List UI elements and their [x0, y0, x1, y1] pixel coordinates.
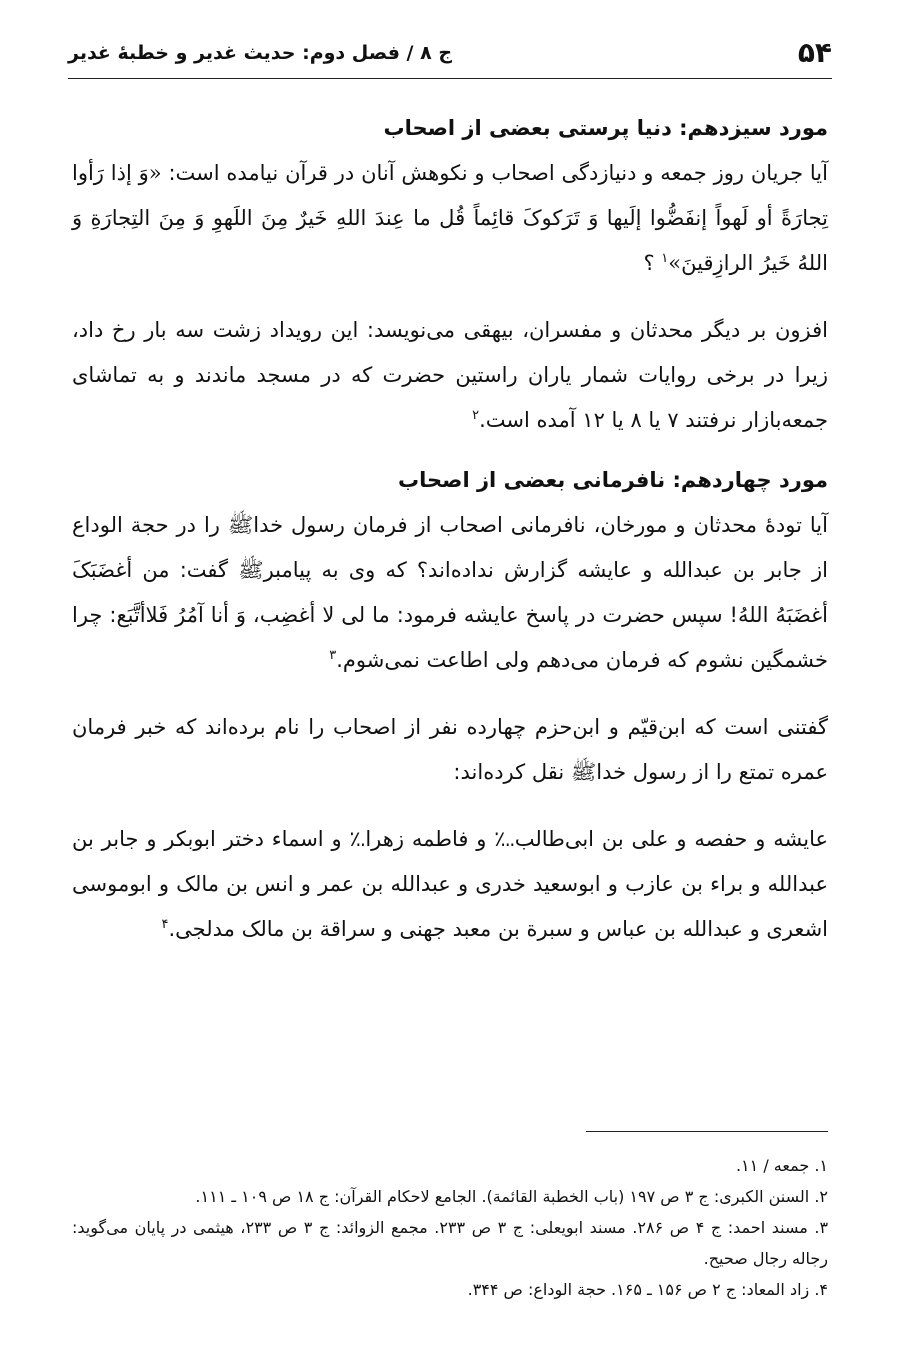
question-mark: ؟ — [643, 251, 655, 275]
footnote: ۴. زاد المعاد: ج ۲ ص ۱۵۶ ـ ۱۶۵. حجة الوداع: ص ۳۴۴. — [467, 1280, 828, 1299]
page-header — [68, 32, 832, 79]
paragraph-text: گفتنی است که ابن‌قیّم و ابن‌حزم چهارده نفر از اصحاب را نام برده‌اند که خبر فرمان عمره تمتع را از رسول خداﷺ نقل کرده‌اند: — [72, 715, 828, 784]
paragraph — [72, 705, 828, 795]
running-title: ج ۸ / فصل دوم: حدیث غدیر و خطبهٔ غدیر — [68, 42, 453, 64]
paragraph — [72, 503, 828, 683]
quran-quote: «وَ إذا رَأوا تِجارَةً أو لَهواً إنفَضُّوا إلَیها وَ تَرَکوکَ قائِماً قُل ما عِندَ اللهِ خَیرٌ مِنَ اللَهوِ وَ مِنَ التِجارَةِ وَ اللهُ خَیرُ الرازِقینَ» — [72, 161, 828, 275]
main-text — [72, 105, 828, 952]
footnote-ref: ۱ — [661, 251, 669, 266]
paragraph — [72, 308, 828, 443]
paragraph — [72, 151, 828, 286]
paragraph-text: افزون بر دیگر محدثان و مفسران، بیهقی می‌نویسد: این رویداد زشت سه بار رخ داد، زیرا در برخی روایات شمار یاران راستین حضرت که در مسجد ماندند و به تماشای جمعه‌بازار نرفتند ۷ یا ۸ یا ۱۲ آمده است. — [72, 318, 828, 432]
footnote-ref: ۲ — [472, 408, 480, 423]
page-number: ۵۴ — [797, 36, 832, 69]
footnote: ۱. جمعه / ۱۱. — [735, 1156, 828, 1175]
paragraph-text: آیا تودهٔ محدثان و مورخان، نافرمانی اصحاب از فرمان رسول خداﷺ را در حجة الوداع از جابر بن عبدالله و عایشه گزارش نداده‌اند؟ که وی به پیامبرﷺ گفت: من أغضَبَکَ أغضَبَهُ اللهُ! سپس حضرت در پاسخ عایشه فرمود: ما لی لا أغضِب، وَ أنا آمُرُ فَلاأتَّبَع: چرا خشمگین نشوم که فرمان می‌دهم ولی اطاعت نمی‌شوم. — [72, 513, 828, 672]
paragraph-text: آیا جریان روز جمعه و دنیازدگی اصحاب و نکوهش آنان در قرآن نیامده است: — [168, 161, 828, 185]
footnotes — [72, 1150, 828, 1305]
footnote: ۲. السنن الکبری: ج ۳ ص ۱۹۷ (باب الخطبة القائمة). الجامع لاحکام القرآن: ج ۱۸ ص ۱۰۹ ـ ۱۱۱. — [195, 1187, 828, 1206]
footnote-ref: ۳ — [329, 648, 337, 663]
footnote-divider — [586, 1131, 828, 1132]
paragraph — [72, 817, 828, 952]
paragraph-text: عایشه و حفصه و علی بن ابی‌طالب؊ و فاطمه زهرا؉ و اسماء دختر ابوبکر و جابر بن عبدالله و براء بن عازب و ابوسعید خدری و عبدالله بن عمر و انس بن مالک و ابوموسی اشعری و عبدالله بن عباس و سبرة بن معبد جهنی و سراقة بن مالک مدلجی. — [72, 827, 828, 941]
section-heading-13: مورد سیزدهم: دنیا پرستی بعضی از اصحاب — [383, 116, 828, 140]
footnote-ref: ۴ — [161, 917, 169, 932]
section-heading-14: مورد چهاردهم: نافرمانی بعضی از اصحاب — [398, 468, 828, 492]
footnote: ۳. مسند احمد: ج ۴ ص ۲۸۶. مسند ابویعلی: ج ۳ ص ۲۳۳. مجمع الزوائد: ج ۳ ص ۲۳۳، هیثمی در پایان می‌گوید: رجاله رجال صحیح. — [72, 1218, 829, 1268]
